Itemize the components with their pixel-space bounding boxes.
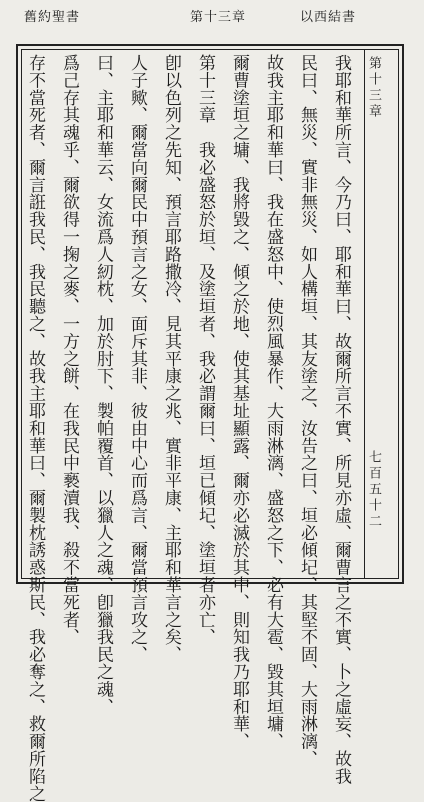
chapter-header: 第十三章 [190, 10, 247, 25]
text-column-1: 我耶和華所言、今乃曰、耶和華曰、故爾所言不實、所見亦虛、爾曹言之不實、卜之虛妄、故我 [331, 54, 351, 785]
text-column-6: 卽以色列之先知、預言耶路撒冷、見其平康之兆、實非平康、主耶和華言之矣、 [161, 54, 181, 663]
text-column-2: 民曰、無災、實非無災、如人構垣、其友塗之、汝告之曰、垣必傾圮、其堅不固、大雨淋漓、 [297, 54, 317, 768]
text-column-10: 存不當死者、爾言誑我民、我民聽之、故我主耶和華曰、爾製枕誘惑斯民、我必奪之、救爾所陷之 [25, 54, 45, 802]
marginal-chapter-label: 第十三章 [366, 56, 381, 120]
text-frame [16, 44, 404, 802]
book-name-header: 以西結書 [300, 10, 357, 25]
text-column-3: 故我主耶和華曰、我在盛怒中、使烈風暴作、大雨淋漓、盛怒之下、必有大雹、毀其垣墉、 [263, 54, 283, 750]
text-frame-inner [21, 49, 399, 802]
book-title-header: 舊約聖書 [24, 10, 81, 25]
text-column-8: 曰、主耶和華云、女流爲人紉枕、加於肘下、製帕覆首、以獵人之魂、卽獵我民之魂、 [93, 54, 113, 716]
marginal-page-number: 七百五十二 [366, 450, 381, 530]
text-column-7: 人子歟、爾當向爾民中預言之女、面斥其非、彼由中心而爲言、爾當預言攻之、 [127, 54, 147, 663]
marginal-column [364, 50, 385, 578]
text-column-4: 爾曹塗垣之墉、我將毀之、傾之於地、使其基址顯露、爾亦必滅於其中、則知我乃耶和華、 [229, 54, 249, 750]
text-column-5: 第十三章 我必盛怒於垣、及塗垣者、我必謂爾曰、垣已傾圮、塗垣者亦亡、 [195, 54, 215, 646]
text-column-9: 爲己存其魂乎、爾欲得一掬之麥、一方之餅、在我民中褻瀆我、殺不當死者、 [59, 54, 79, 646]
